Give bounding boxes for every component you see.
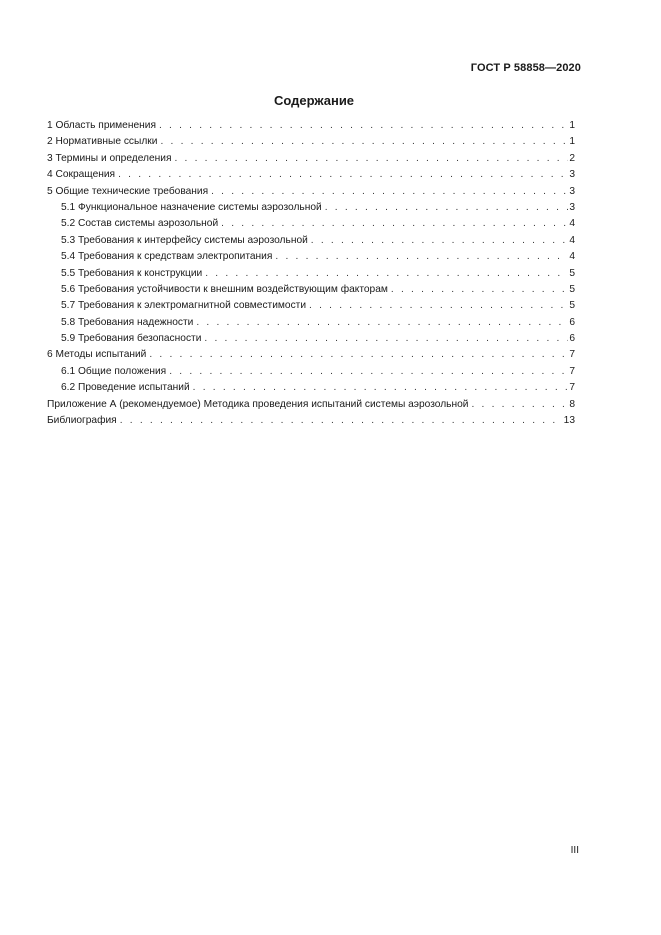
toc-dot-leader [309,300,568,311]
toc-entry [47,153,575,169]
toc-dot-leader [169,366,568,377]
toc-entry-title: 5.6 Требования устойчивости к внешним воздействующим факторам [61,283,388,295]
toc-entry-title: 5.5 Требования к конструкции [61,267,203,279]
toc-entry-title: 5.7 Требования к электромагнитной совместимости [61,300,307,312]
toc-dot-leader [118,169,568,180]
toc-entry-title: 6.1 Общие положения [61,365,167,377]
toc-entry-page: 5 [569,267,575,279]
toc-entry-page: 2 [569,152,575,164]
toc-entry-page: 1 [569,120,575,131]
toc-entry [47,415,575,431]
toc-dot-leader [196,317,568,328]
toc-entry [47,349,575,365]
toc-entry-page: 4 [569,218,575,230]
toc-entry-page: 1 [569,136,575,148]
toc-entry-title: 5.4 Требования к средствам электропитания [61,251,273,263]
toc-dot-leader [391,284,568,295]
toc-entry-title: 5.3 Требования к интерфейсу системы аэрозольной [61,234,308,246]
toc-dot-leader [159,120,568,131]
toc-dot-leader [193,382,569,393]
toc-dot-leader [149,349,568,360]
toc-entry-page: 7 [569,382,575,394]
toc-entry-title: Приложение А (рекомендуемое) Методика проведения испытаний системы аэрозольной [47,398,469,410]
toc-entry [47,120,575,136]
toc-entry-page: 13 [563,415,575,427]
toc-entry-title: 3 Термины и определения [47,152,172,164]
toc-dot-leader [205,268,568,279]
toc-entry-title: 6.2 Проведение испытаний [61,382,190,394]
toc-entry-title: 5.2 Состав системы аэрозольной [61,218,219,230]
toc-entry [47,136,575,152]
toc-entry-title: 4 Сокращения [47,169,116,181]
toc-entry [47,251,575,267]
toc-entry [47,202,575,218]
toc-entry-page: 7 [569,349,575,361]
toc-entry [47,186,575,202]
toc-entry-page: 8 [569,398,575,410]
toc-entry [47,333,575,349]
toc-entry-page: 3 [569,201,575,213]
toc-entry [47,300,575,316]
toc-dot-leader [221,218,568,229]
page-number: III [570,845,579,856]
toc-entry-page: 4 [569,234,575,246]
toc-dot-leader [120,415,563,426]
toc-entry-page: 5 [569,283,575,295]
toc-entry [47,284,575,300]
toc-entry-page: 4 [569,251,575,263]
toc-entry [47,268,575,284]
toc-title: Содержание [273,93,355,108]
toc-entry-title: 2 Нормативные ссылки [47,136,158,148]
toc-entry-page: 3 [569,185,575,197]
toc-entry-title: 1 Область применения [47,120,156,131]
table-of-contents [47,120,575,431]
toc-entry-title: 5.9 Требования безопасности [61,333,202,345]
toc-dot-leader [275,251,568,262]
toc-entry-title: 5.1 Функциональное назначение системы аэрозольной [61,201,322,213]
toc-entry-title: 6 Методы испытаний [47,349,147,361]
toc-dot-leader [325,202,569,213]
toc-dot-leader [174,153,568,164]
toc-dot-leader [211,186,568,197]
toc-entry-page: 5 [569,300,575,312]
toc-entry-page: 3 [569,169,575,181]
toc-dot-leader [204,333,568,344]
toc-entry [47,366,575,382]
toc-entry-title: 5.8 Требования надежности [61,316,194,328]
toc-entry [47,399,575,415]
toc-dot-leader [311,235,569,246]
toc-entry-page: 6 [569,333,575,345]
toc-entry [47,382,575,398]
document-code: ГОСТ Р 58858—2020 [470,62,581,74]
toc-entry [47,235,575,251]
toc-entry-page: 6 [569,316,575,328]
toc-entry [47,169,575,185]
toc-entry-title: 5 Общие технические требования [47,185,209,197]
toc-entry [47,317,575,333]
toc-entry-page: 7 [569,365,575,377]
toc-entry [47,218,575,234]
toc-dot-leader [471,399,568,410]
toc-entry-title: Библиография [47,415,117,427]
toc-dot-leader [160,136,568,147]
